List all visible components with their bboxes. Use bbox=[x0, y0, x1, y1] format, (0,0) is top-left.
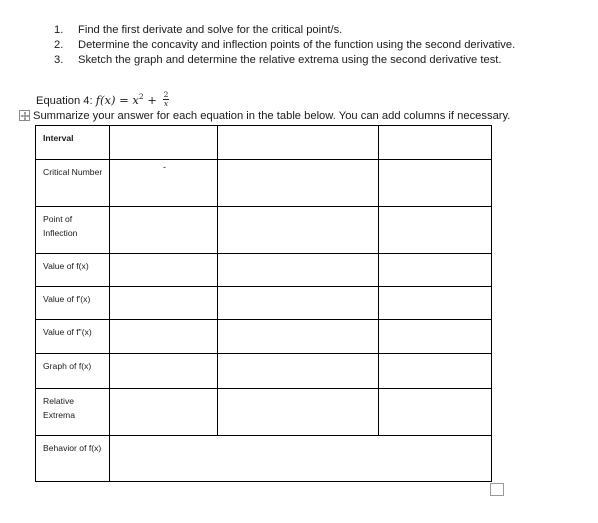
step-item bbox=[54, 53, 515, 68]
row-label-relative-extrema: Relative Extrema bbox=[36, 389, 110, 436]
step-text: Determine the concavity and inflection points of the function using the second derivative. bbox=[78, 39, 516, 51]
table-cell[interactable] bbox=[218, 389, 379, 436]
row-label-critical-number: Critical Number bbox=[36, 160, 110, 207]
table-cell[interactable] bbox=[379, 207, 492, 254]
equation-label: Equation 4: bbox=[36, 94, 96, 107]
table-cell[interactable] bbox=[110, 320, 218, 354]
table-cell[interactable] bbox=[379, 254, 492, 287]
table-row bbox=[36, 320, 492, 354]
table-row bbox=[36, 160, 492, 207]
table-row bbox=[36, 287, 492, 320]
table-cell[interactable] bbox=[110, 207, 218, 254]
table-resize-icon[interactable] bbox=[490, 483, 504, 496]
step-number: 3. bbox=[54, 54, 64, 66]
row-label-value-of-f: Value of f(x) bbox=[36, 254, 110, 287]
table-cell[interactable] bbox=[110, 354, 218, 389]
table-row bbox=[36, 207, 492, 254]
table-cell[interactable] bbox=[218, 160, 379, 207]
step-number: 1. bbox=[54, 24, 64, 36]
table-cell[interactable] bbox=[218, 126, 379, 160]
equation-lhs: f(x) = x bbox=[95, 92, 139, 107]
equation-fraction bbox=[163, 91, 170, 108]
row-label-value-of-f-double-prime: Value of f"(x) bbox=[36, 320, 110, 354]
table-cell[interactable] bbox=[379, 160, 492, 207]
instructions-list bbox=[54, 23, 515, 68]
row-label-graph-of-f: Graph of f(x) bbox=[36, 354, 110, 389]
row-label-point-of-inflection: Point of Inflection bbox=[36, 207, 110, 254]
step-text: Sketch the graph and determine the relative extrema using the second derivative test. bbox=[78, 54, 502, 66]
step-item bbox=[54, 38, 515, 53]
table-cell[interactable] bbox=[379, 389, 492, 436]
table-cell[interactable] bbox=[110, 254, 218, 287]
table-cell[interactable] bbox=[218, 287, 379, 320]
table-cell[interactable] bbox=[379, 287, 492, 320]
fraction-numerator: 2 bbox=[163, 90, 169, 100]
table-cell[interactable] bbox=[218, 254, 379, 287]
table-cell[interactable] bbox=[379, 126, 492, 160]
table-row bbox=[36, 354, 492, 389]
table-cell[interactable] bbox=[218, 320, 379, 354]
table-cell[interactable] bbox=[379, 320, 492, 354]
table-row bbox=[36, 389, 492, 436]
table-cell[interactable] bbox=[110, 389, 218, 436]
equation-line bbox=[36, 90, 169, 109]
row-label-interval: Interval bbox=[36, 126, 110, 160]
table-cell[interactable] bbox=[218, 354, 379, 389]
table-move-icon[interactable] bbox=[19, 110, 30, 121]
summary-table bbox=[35, 125, 492, 482]
table-cell[interactable] bbox=[379, 354, 492, 389]
step-number: 2. bbox=[54, 39, 64, 51]
row-label-behavior-of-f: Behavior of f(x) bbox=[36, 436, 110, 482]
table-row bbox=[36, 126, 492, 160]
table-row bbox=[36, 254, 492, 287]
equation-exponent: 2 bbox=[138, 92, 144, 101]
row-label-value-of-f-prime: Value of f'(x) bbox=[36, 287, 110, 320]
dash-mark: - bbox=[163, 162, 166, 172]
step-item bbox=[54, 23, 515, 38]
table-cell[interactable] bbox=[110, 287, 218, 320]
table-cell[interactable] bbox=[110, 126, 218, 160]
equation-plus: + bbox=[143, 92, 161, 107]
table-cell[interactable] bbox=[218, 207, 379, 254]
step-text: Find the first derivate and solve for the critical point/s. bbox=[78, 24, 343, 36]
table-row bbox=[36, 436, 492, 482]
equation-formula bbox=[95, 90, 170, 109]
table-cell-merged[interactable] bbox=[110, 436, 492, 482]
fraction-denominator: x bbox=[163, 99, 169, 109]
table-instruction: Summarize your answer for each equation in the table below. You can add columns if necessary. bbox=[33, 110, 511, 122]
